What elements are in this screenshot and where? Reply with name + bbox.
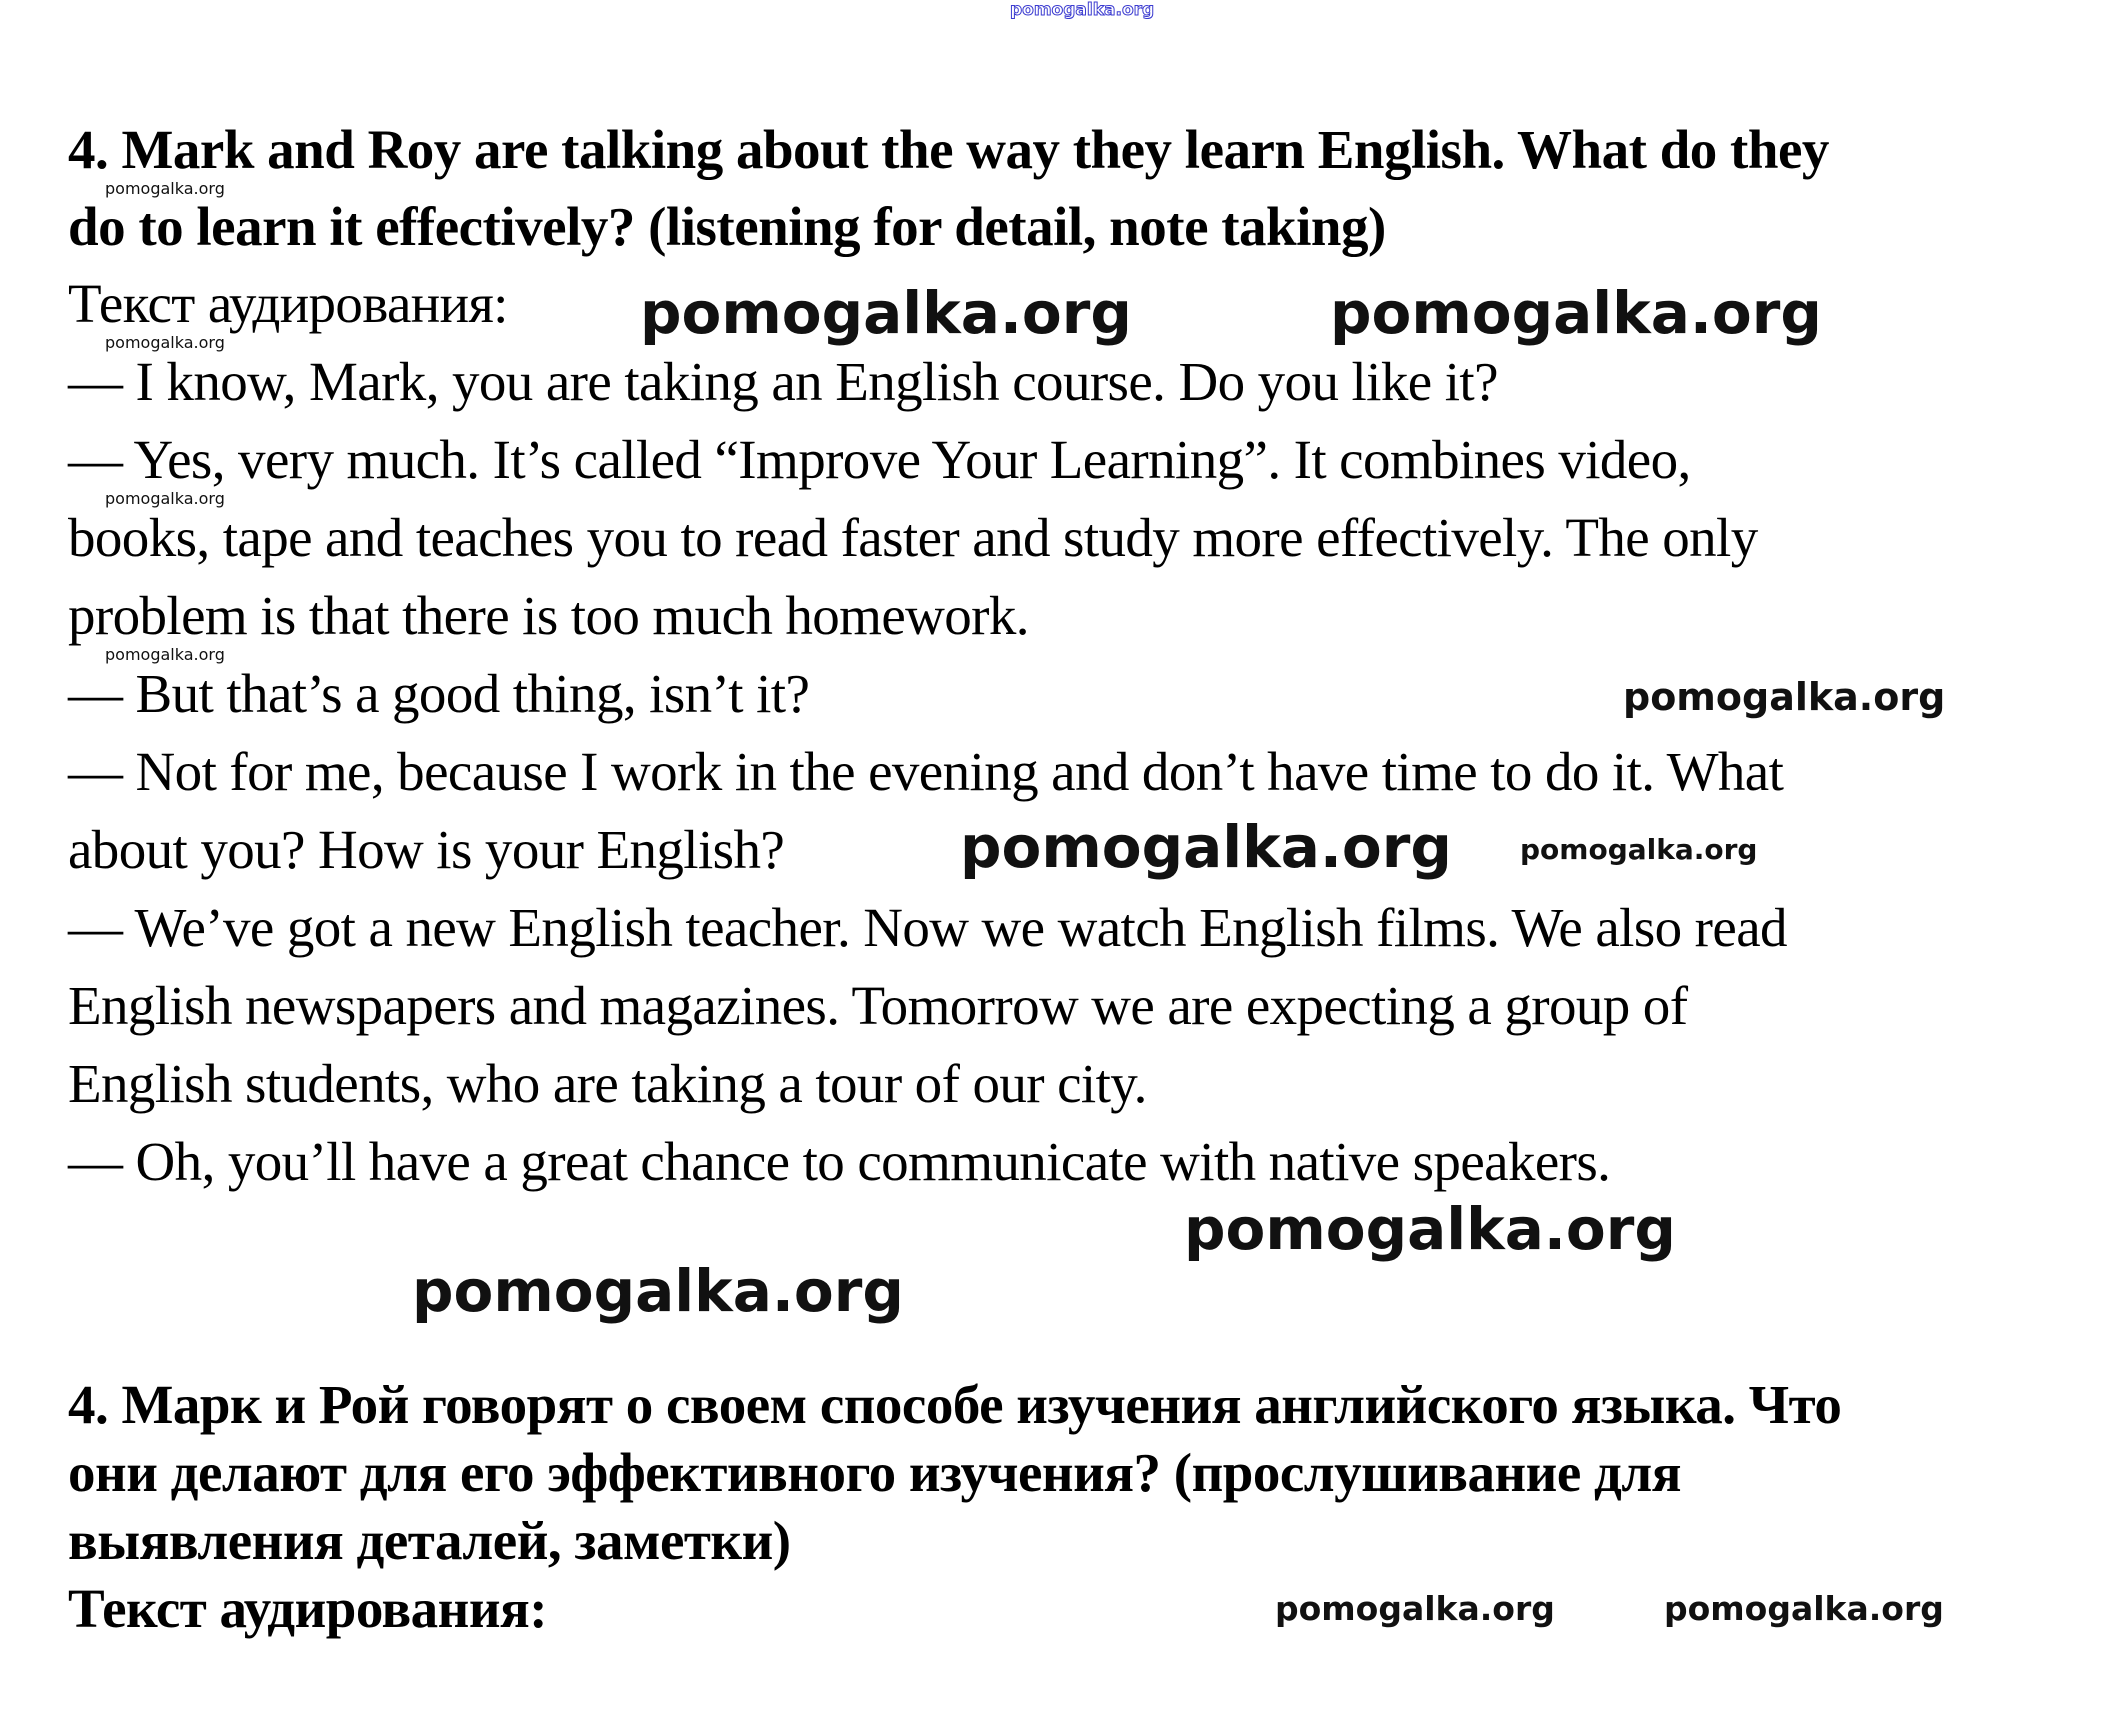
dialogue-line: English students, who are taking a tour of our city. bbox=[68, 1053, 1147, 1114]
watermark: pomogalka.org bbox=[640, 279, 1132, 347]
exercise-heading-ru-line: 4. Марк и Рой говорят о своем способе изучения английского языка. Что bbox=[68, 1374, 1842, 1435]
watermark: pomogalka.org bbox=[105, 179, 225, 198]
dialogue-line: English newspapers and magazines. Tomorrow we are expecting a group of bbox=[68, 975, 1688, 1036]
dialogue-line: — Yes, very much. It’s called “Improve Your Learning”. It combines video, bbox=[68, 429, 1691, 490]
exercise-heading-ru-line: выявления деталей, заметки) bbox=[68, 1510, 791, 1571]
dialogue-line: — We’ve got a new English teacher. Now we watch English films. We also read bbox=[68, 897, 1787, 958]
watermark: pomogalka.org bbox=[1520, 833, 1758, 866]
dialogue-line: — Not for me, because I work in the evening and don’t have time to do it. What bbox=[68, 741, 1784, 802]
watermark: pomogalka.org bbox=[1664, 1589, 1944, 1628]
exercise-heading-line: 4. Mark and Roy are talking about the way they learn English. What do they bbox=[68, 119, 1829, 180]
dialogue-line: books, tape and teaches you to read faster and study more effectively. The only bbox=[68, 507, 1758, 568]
exercise-heading-ru-line: они делают для его эффективного изучения? (прослушивание для bbox=[68, 1442, 1681, 1503]
watermark: pomogalka.org bbox=[1330, 279, 1822, 347]
watermark: pomogalka.org bbox=[105, 645, 225, 664]
dialogue-line: — I know, Mark, you are taking an English course. Do you like it? bbox=[68, 351, 1498, 412]
dialogue-line: — But that’s a good thing, isn’t it? bbox=[68, 663, 810, 724]
watermark: pomogalka.org bbox=[1275, 1589, 1555, 1628]
watermark: pomogalka.org bbox=[1184, 1195, 1676, 1263]
watermark: pomogalka.org bbox=[960, 813, 1452, 881]
script-label: Текст аудирования: bbox=[68, 273, 508, 334]
watermark: pomogalka.org bbox=[1010, 0, 1155, 20]
watermark: pomogalka.org bbox=[412, 1257, 904, 1325]
watermark: pomogalka.org bbox=[105, 333, 225, 352]
watermark: pomogalka.org bbox=[105, 489, 225, 508]
dialogue-line: — Oh, you’ll have a great chance to communicate with native speakers. bbox=[68, 1131, 1611, 1192]
dialogue-line: about you? How is your English? bbox=[68, 819, 785, 880]
exercise-heading-line: do to learn it effectively? (listening for detail, note taking) bbox=[68, 196, 1386, 257]
dialogue-line: problem is that there is too much homework. bbox=[68, 585, 1029, 646]
script-label-ru: Текст аудирования: bbox=[68, 1578, 548, 1639]
watermark: pomogalka.org bbox=[1623, 675, 1946, 719]
